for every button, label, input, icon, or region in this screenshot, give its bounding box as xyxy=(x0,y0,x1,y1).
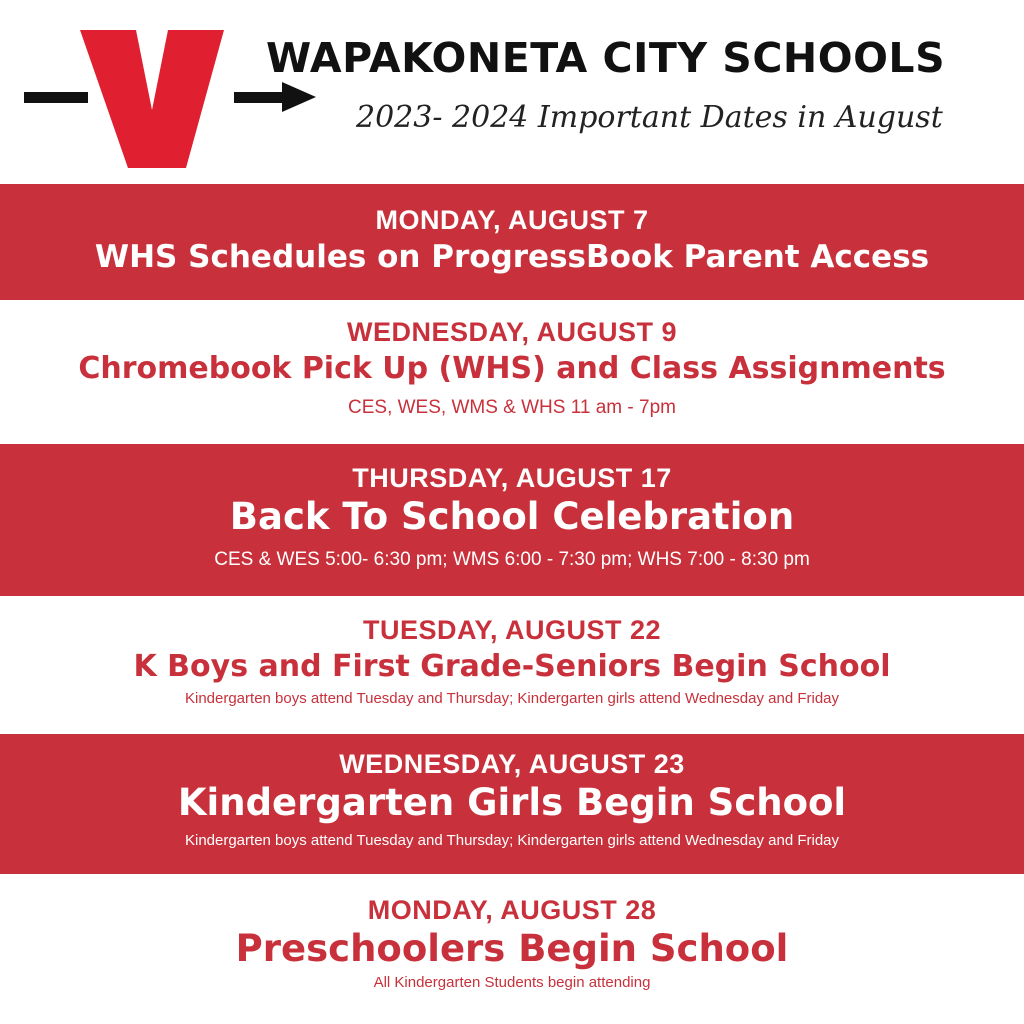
event-aug-9 xyxy=(0,300,1024,442)
header xyxy=(0,0,1024,184)
event-title: K Boys and First Grade-Seniors Begin School xyxy=(133,649,891,684)
event-aug-28 xyxy=(0,874,1024,1024)
event-aug-23 xyxy=(0,734,1024,874)
event-title: Back To School Celebration xyxy=(229,495,795,538)
page-subtitle: 2023- 2024 Important Dates in August xyxy=(356,100,943,135)
event-aug-7 xyxy=(0,184,1024,300)
event-day: MONDAY, AUGUST 7 xyxy=(375,205,649,235)
event-day: TUESDAY, AUGUST 22 xyxy=(362,615,662,645)
event-note: Kindergarten boys attend Tuesday and Thursday; Kindergarten girls attend Wednesday and Friday xyxy=(184,832,840,849)
event-title: Kindergarten Girls Begin School xyxy=(177,781,847,824)
event-note: All Kindergarten Students begin attending xyxy=(373,974,651,991)
event-title: Preschoolers Begin School xyxy=(235,927,789,970)
event-title: Chromebook Pick Up (WHS) and Class Assignments xyxy=(78,351,946,386)
event-aug-22 xyxy=(0,596,1024,734)
event-title: WHS Schedules on ProgressBook Parent Access xyxy=(94,239,930,275)
event-day: WEDNESDAY, AUGUST 23 xyxy=(339,749,685,779)
event-note: Kindergarten boys attend Tuesday and Thursday; Kindergarten girls attend Wednesday and Friday xyxy=(184,690,840,707)
event-day: WEDNESDAY, AUGUST 9 xyxy=(346,317,678,347)
event-note: CES & WES 5:00- 6:30 pm; WMS 6:00 - 7:30 pm; WHS 7:00 - 8:30 pm xyxy=(214,549,810,570)
event-note: CES, WES, WMS & WHS 11 am - 7pm xyxy=(348,397,676,418)
school-name: WAPAKONETA CITY SCHOOLS xyxy=(266,34,946,82)
event-day: THURSDAY, AUGUST 17 xyxy=(352,463,672,493)
event-day: MONDAY, AUGUST 28 xyxy=(367,895,657,925)
event-aug-17 xyxy=(0,444,1024,596)
